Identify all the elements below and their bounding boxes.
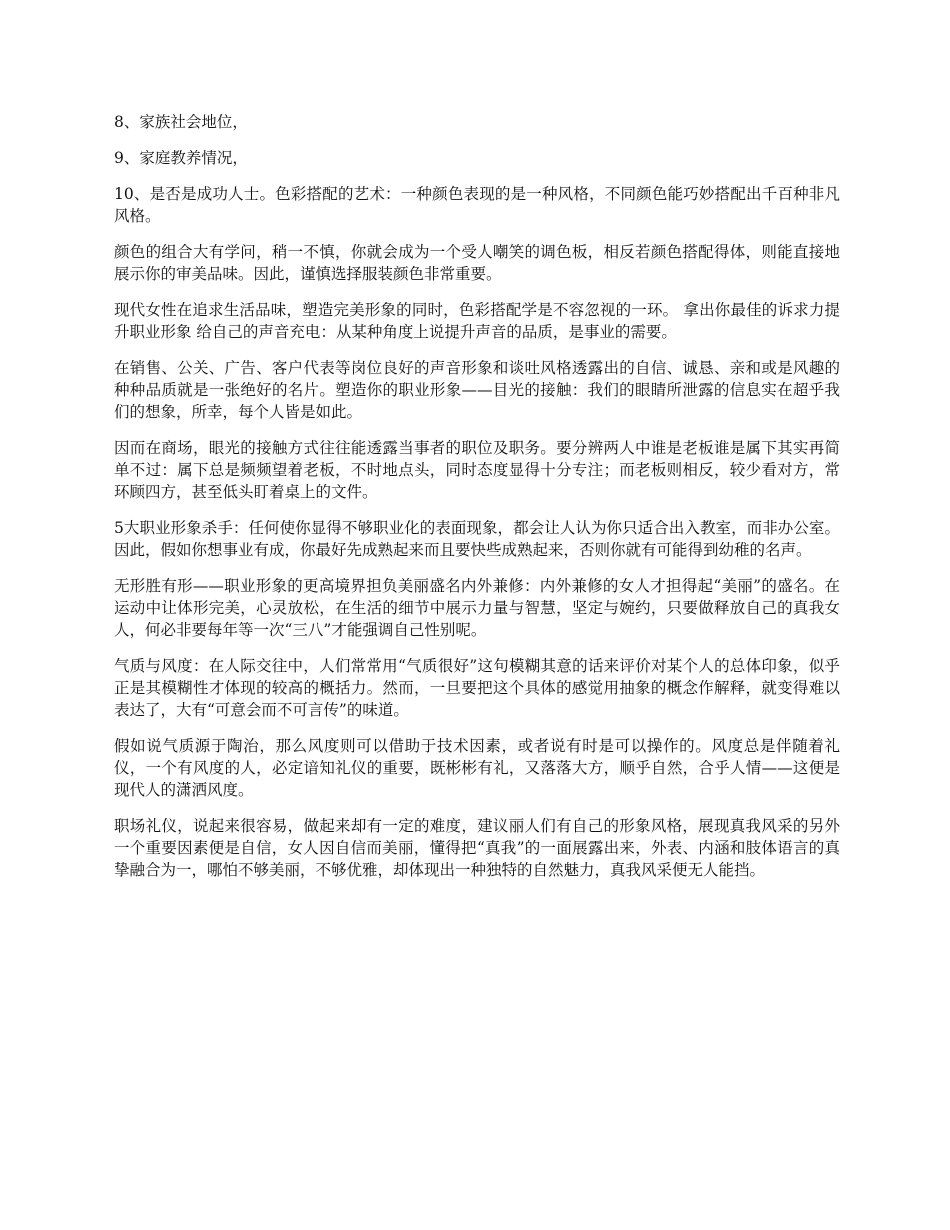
paragraph: 颜色的组合大有学问，稍一不慎，你就会成为一个受人嘲笑的调色板，相反若颜色搭配得体，则能直接地展示你的审美品味。因此，谨慎选择服装颜色非常重要。 xyxy=(114,243,840,283)
paragraph: 气质与风度：在人际交往中，人们常常用“气质很好”这句模糊其意的话来评价对某个人的总体印象，似乎正是其模糊性才体现的较高的概括力。然而，一旦要把这个具体的感觉用抽象的概念作解释，就变得难以表达了，大有“可意会而不可言传”的味道。 xyxy=(114,657,840,719)
paragraph: 9、家庭教养情况， xyxy=(114,149,248,167)
paragraph: 在销售、公关、广告、客户代表等岗位良好的声音形象和谈吐风格透露出的自信、诚恳、亲和或是风趣的种种品质就是一张绝好的名片。塑造你的职业形象——目光的接触：我们的眼睛所泄露的信息实在超乎我们的想象，所幸，每个人皆是如此。 xyxy=(114,359,840,421)
paragraph: 假如说气质源于陶治，那么风度则可以借助于技术因素，或者说有时是可以操作的。风度总是伴随着礼仪，一个有风度的人，必定谙知礼仪的重要，既彬彬有礼，又落落大方，顺乎自然，合乎人情——这便是现代人的潇洒风度。 xyxy=(114,737,840,799)
paragraph: 现代女性在追求生活品味，塑造完美形象的同时，色彩搭配学是不容忽视的一环。 拿出你最佳的诉求力提升职业形象 给自己的声音充电：从某种角度上说提升声音的品质，是事业的需要。 xyxy=(114,301,840,341)
paragraph: 5大职业形象杀手：任何使你显得不够职业化的表面现象，都会让人认为你只适合出入教室，而非办公室。因此，假如你想事业有成，你最好先成熟起来而且要快些成熟起来，否则你就有可能得到幼稚的名声。 xyxy=(114,519,840,559)
paragraph: 8、家族社会地位， xyxy=(114,113,248,131)
paragraph: 因而在商场，眼光的接触方式往往能透露当事者的职位及职务。要分辨两人中谁是老板谁是属下其实再简单不过：属下总是频频望着老板，不时地点头，同时态度显得十分专注；而老板则相反，较少看对方，常环顾四方，甚至低头盯着桌上的文件。 xyxy=(114,439,840,501)
paragraph: 10、是否是成功人士。色彩搭配的艺术：一种颜色表现的是一种风格，不同颜色能巧妙搭配出千百种非凡风格。 xyxy=(114,185,840,225)
paragraph: 无形胜有形——职业形象的更高境界担负美丽盛名内外兼修：内外兼修的女人才担得起“美丽”的盛名。在运动中让体形完美，心灵放松，在生活的细节中展示力量与智慧，坚定与婉约，只要做释放自己的真我女人，何必非要每年等一次“三八”才能强调自己性别呢。 xyxy=(114,577,840,639)
paragraph: 职场礼仪，说起来很容易，做起来却有一定的难度，建议丽人们有自己的形象风格，展现真我风采的另外一个重要因素便是自信，女人因自信而美丽，懂得把“真我”的一面展露出来，外表、内涵和肢体语言的真挚融合为一，哪怕不够美丽，不够优雅，却体现出一种独特的自然魅力，真我风采便无人能挡。 xyxy=(114,817,840,879)
document-body xyxy=(114,111,840,895)
